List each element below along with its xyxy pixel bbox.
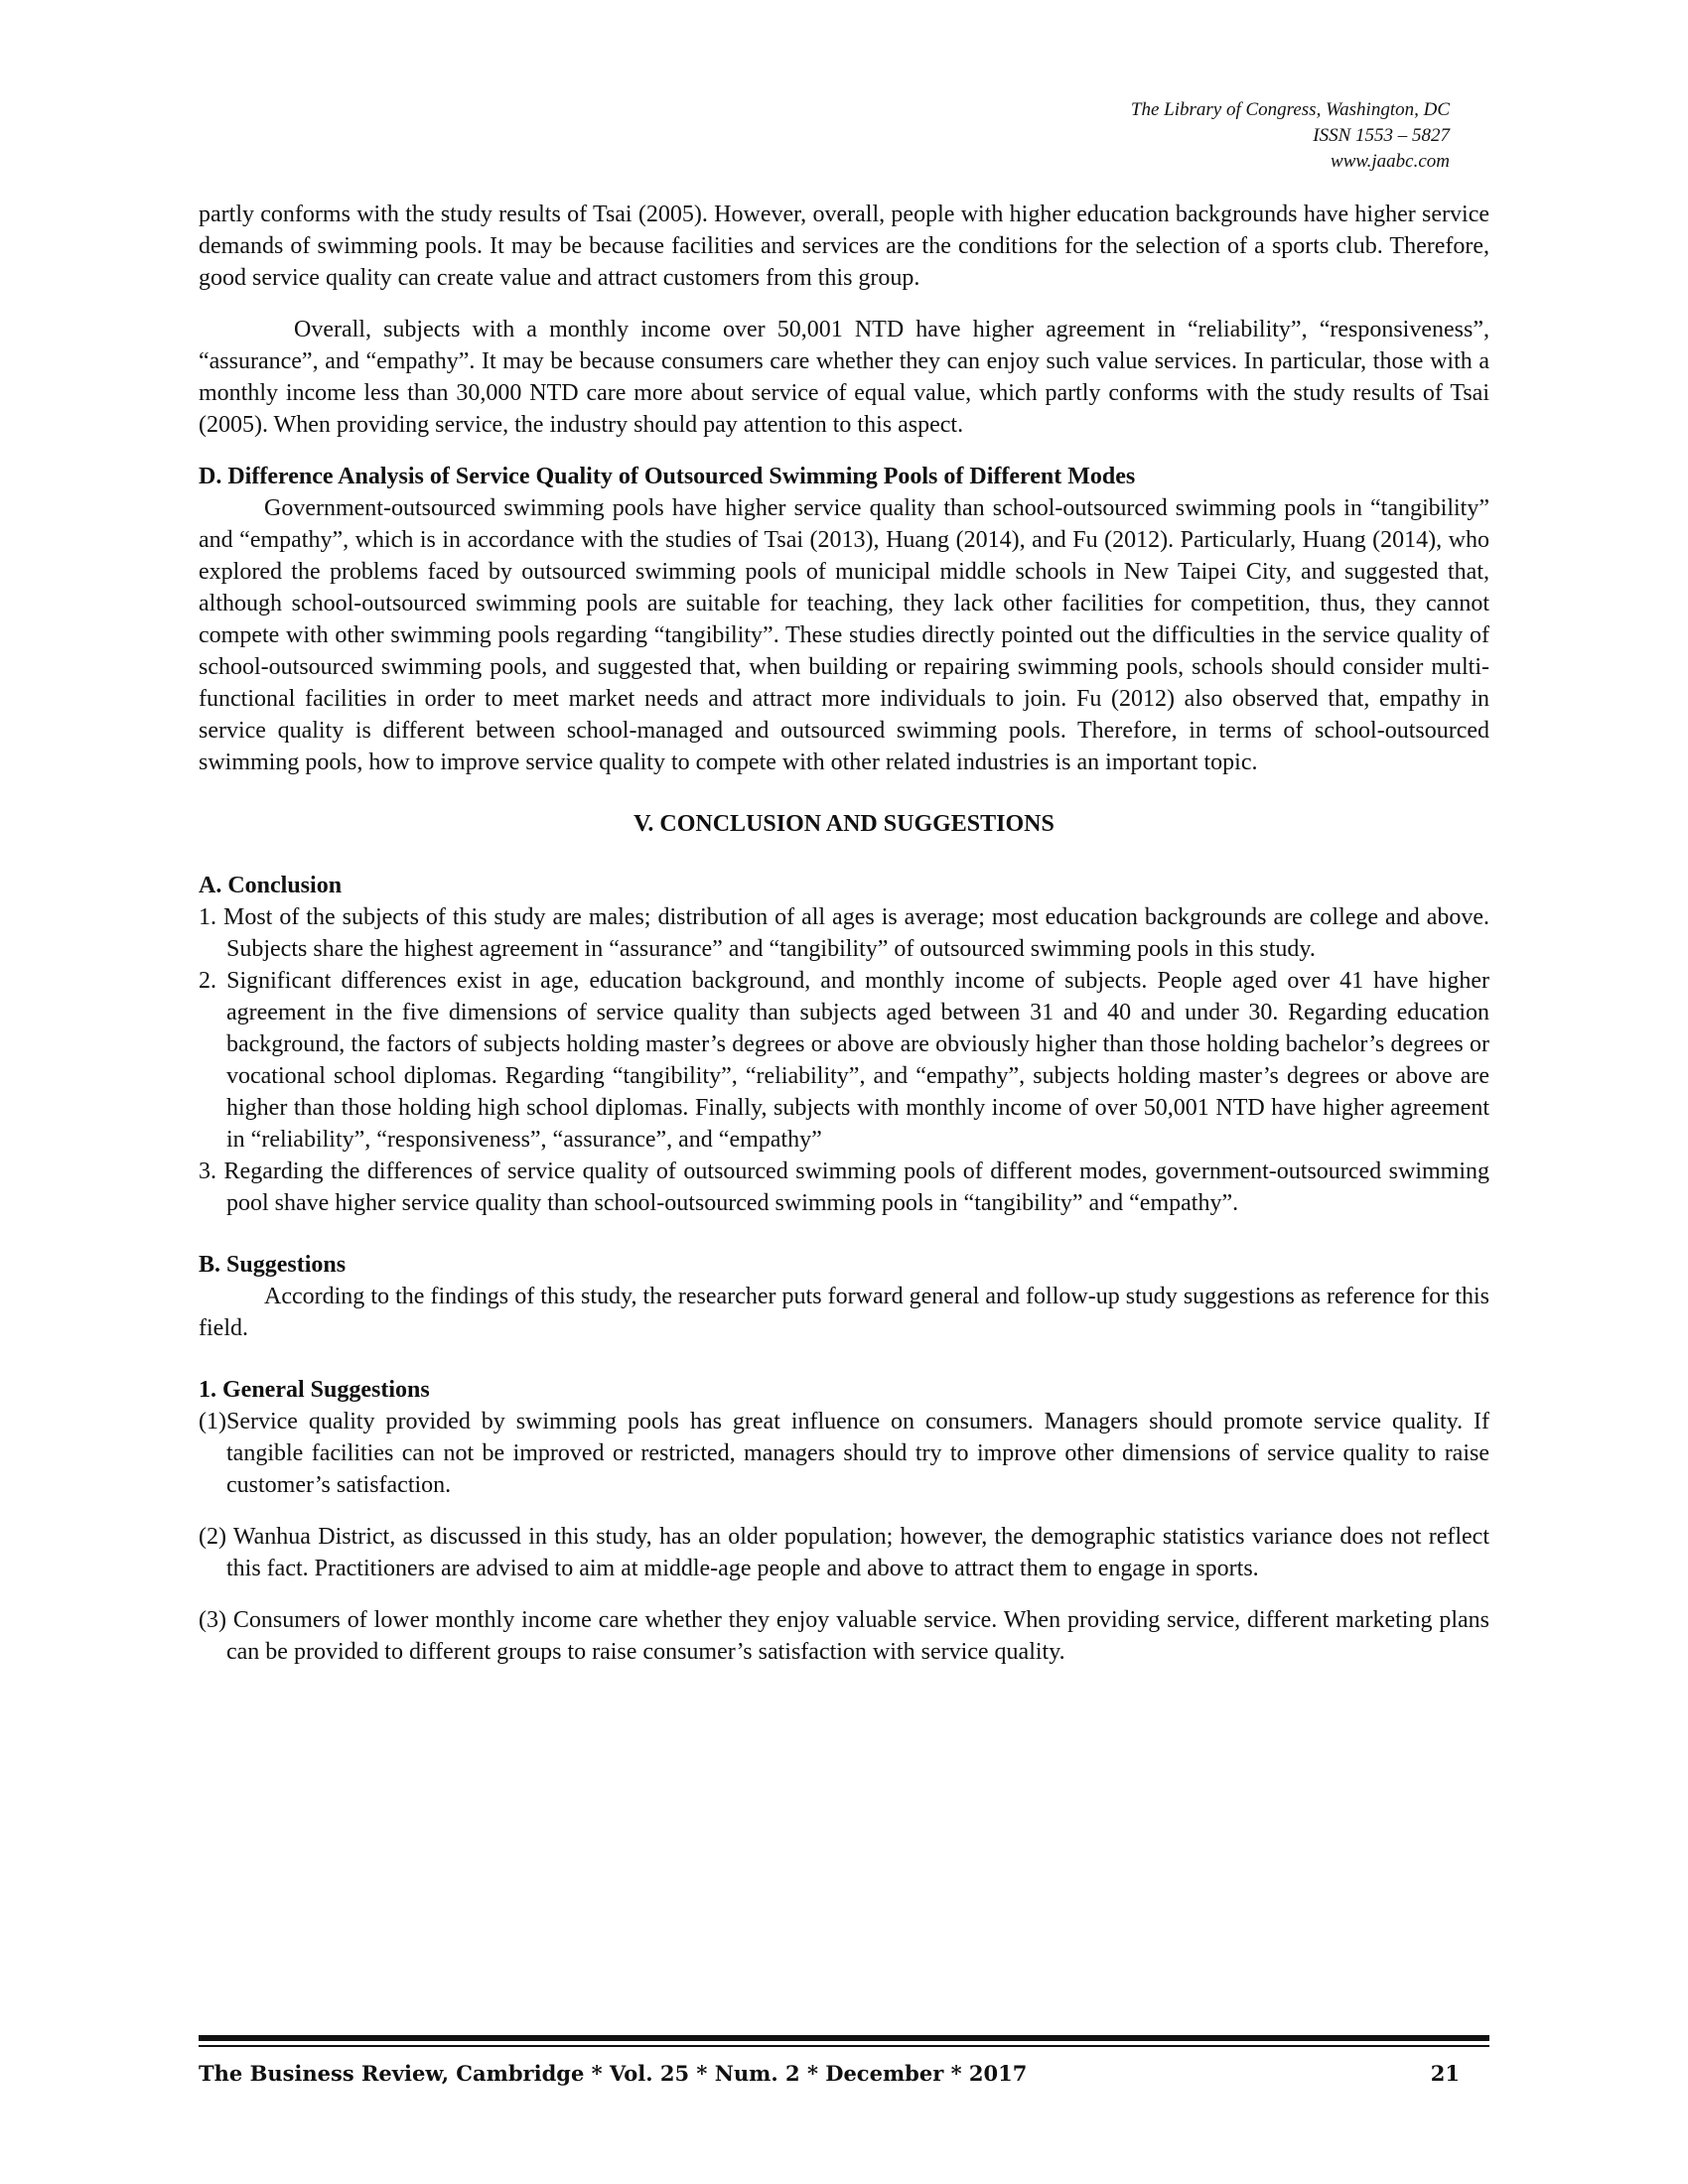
footer-rule-thin — [199, 2045, 1489, 2047]
spacer — [199, 1344, 1489, 1374]
suggestions-intro: According to the findings of this study, the researcher puts forward general and follow-up study suggestions as reference for this field. — [199, 1284, 1489, 1341]
suggestion-item: (1)Service quality provided by swimming pools has great influence on consumers. Managers should promote service quality. If tangible facilities can not be improved or restricted, managers should try to improve other dimensions of service quality to raise customer’s satisfaction. — [199, 1409, 1489, 1498]
conclusion-item: 3. Regarding the differences of service quality of outsourced swimming pools of different modes, government-outsourced swimming pool shave higher service quality than school-outsourced swimming pools in “tangibility” and “empathy”. — [199, 1159, 1489, 1216]
spacer — [199, 1501, 1489, 1521]
general-suggestions-heading: 1. General Suggestions — [199, 1377, 430, 1403]
header-website: www.jaabc.com — [1331, 151, 1450, 172]
conclusion-item: 2. Significant differences exist in age, education background, and monthly income of subjects. People aged over 41 have higher agreement in the five dimensions of service quality than subjects aged between 31 and 40 and under 30. Regarding education background, the factors of subjects holding master’s degrees or above are obviously higher than those holding bachelor’s degrees or vocational school diplomas. Regarding “tangibility”, “reliability”, and “empathy”, subjects holding master’s degrees or above are higher than those holding high school diplomas. Finally, subjects with monthly income of over 50,001 NTD have higher agreement in “reliability”, “responsiveness”, “assurance”, and “empathy” — [199, 968, 1489, 1153]
section-v-heading: V. CONCLUSION AND SUGGESTIONS — [633, 811, 1055, 837]
spacer — [199, 1584, 1489, 1604]
paragraph-continued: partly conforms with the study results of Tsai (2005). However, overall, people with higher education backgrounds have higher service demands of swimming pools. It may be because facilities and services are the conditions for the selection of a sports club. Therefore, good service quality can create value and attract customers from this group. — [199, 202, 1489, 291]
conclusion-heading: A. Conclusion — [199, 873, 343, 898]
suggestion-item: (3) Consumers of lower monthly income care whether they enjoy valuable service. When providing service, different marketing plans can be provided to different groups to raise consumer’s satisfaction with service quality. — [199, 1607, 1489, 1665]
header-publisher: The Library of Congress, Washington, DC — [1130, 99, 1450, 120]
spacer — [199, 441, 1489, 461]
header-issn: ISSN 1553 – 5827 — [1313, 125, 1450, 146]
spacer — [199, 1219, 1489, 1249]
section-d-heading: D. Difference Analysis of Service Quality of Outsourced Swimming Pools of Different Modes — [199, 464, 1136, 489]
suggestion-item: (2) Wanhua District, as discussed in this study, has an older population; however, the demographic statistics variance does not reflect this fact. Practitioners are advised to aim at middle-age people and above to attract them to engage in sports. — [199, 1524, 1489, 1581]
general-suggestions-list — [199, 1406, 1489, 1668]
spacer — [199, 294, 1489, 314]
spacer — [199, 840, 1489, 870]
footer-rule-thick — [199, 2035, 1489, 2041]
spacer — [199, 778, 1489, 808]
conclusion-list — [199, 901, 1489, 1219]
running-header — [1131, 97, 1450, 175]
paragraph-income: Overall, subjects with a monthly income over 50,001 NTD have higher agreement in “reliability”, “responsiveness”, “assurance”, and “empathy”. It may be because consumers care whether they can enjoy such value services. In particular, those with a monthly income less than 30,000 NTD care more about service of equal value, which partly conforms with the study results of Tsai (2005). When providing service, the industry should pay attention to this aspect. — [199, 317, 1489, 438]
footer-journal: The Business Review, Cambridge * Vol. 25 * Num. 2 * December * 2017 — [199, 2061, 1028, 2086]
main-content — [199, 199, 1489, 1668]
conclusion-item: 1. Most of the subjects of this study are males; distribution of all ages is average; most education backgrounds are college and above. Subjects share the highest agreement in “assurance” and “tangibility” of outsourced swimming pools in this study. — [199, 904, 1489, 962]
section-d-text: Government-outsourced swimming pools have higher service quality than school-outsourced swimming pools in “tangibility” and “empathy”, which is in accordance with the studies of Tsai (2013), Huang (2014), and Fu (2012). Particularly, Huang (2014), who explored the problems faced by outsourced swimming pools of municipal middle schools in New Taipei City, and suggested that, although school-outsourced swimming pools are suitable for teaching, they lack other facilities for competition, thus, they cannot compete with other swimming pools regarding “tangibility”. These studies directly pointed out the difficulties in the service quality of school-outsourced swimming pools, and suggested that, when building or repairing swimming pools, schools should consider multi-functional facilities in order to meet market needs and attract more individuals to join. Fu (2012) also observed that, empathy in service quality is different between school-managed and outsourced swimming pools. Therefore, in terms of school-outsourced swimming pools, how to improve service quality to compete with other related industries is an important topic. — [199, 495, 1489, 775]
suggestions-heading: B. Suggestions — [199, 1252, 347, 1278]
page-number: 21 — [1430, 2061, 1460, 2086]
